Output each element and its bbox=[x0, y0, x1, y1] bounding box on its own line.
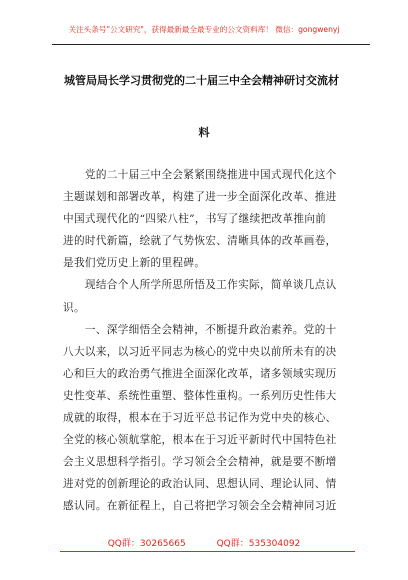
header-divider bbox=[52, 44, 370, 45]
document-body bbox=[63, 164, 363, 518]
body-line: 是我们党历史上新的里程碑。 bbox=[63, 257, 206, 270]
footer-contact bbox=[0, 536, 408, 549]
document-title: 城管局局长学习贯彻党的二十届三中全会精神研讨交流材 bbox=[64, 74, 339, 87]
body-line: 会主义思想科学指引。学习领会全会精神，就是要不断增 bbox=[63, 456, 337, 469]
header-banner: 关注头条号"公文研究"，获得最新最全最专业的公文资料库！ 微信：gongwenyj bbox=[68, 25, 340, 34]
body-line: 主题谋划和部署改革，构建了进一步全面深化改革、推进 bbox=[63, 191, 337, 204]
body-line: 感认同。在新征程上，自己将把学习领会全会精神同习近 bbox=[63, 500, 337, 513]
body-line: 现结合个人所学所思所悟及工作实际，简单谈几点认 bbox=[63, 279, 337, 292]
document-title-continuation: 料 bbox=[198, 126, 210, 139]
body-line: 进的时代新篇，绘就了气势恢宏、清晰具体的改革画卷， bbox=[63, 235, 337, 248]
body-line: 识。 bbox=[63, 301, 85, 314]
footer-qq-group-2: QQ群：535304092 bbox=[216, 539, 301, 549]
footer-divider bbox=[60, 551, 355, 552]
body-line: 全党的核心领航掌舵，根本在于习近平新时代中国特色社 bbox=[63, 434, 337, 447]
body-line: 党的二十届三中全会紧紧围绕推进中国式现代化这个 bbox=[63, 169, 337, 181]
body-line: 八大以来，以习近平同志为核心的党中央以前所未有的决 bbox=[63, 345, 337, 358]
body-line: 史性变革、系统性重塑、整体性重构。一系列历史性伟大 bbox=[63, 389, 337, 402]
body-line: 进对党的创新理论的政治认同、思想认同、理论认同、情 bbox=[63, 478, 337, 491]
body-line: 一、深学细悟全会精神，不断提升政治素养。党的十 bbox=[63, 323, 337, 336]
body-line: 心和巨大的政治勇气推进全面深化改革，诸多领域实现历 bbox=[63, 367, 337, 380]
body-line: 成就的取得，根本在于习近平总书记作为党中央的核心、 bbox=[63, 412, 337, 425]
footer-qq-group-1: QQ群：30265665 bbox=[107, 539, 186, 549]
body-line: 中国式现代化的“四梁八柱”，书写了继续把改革推向前 bbox=[63, 213, 327, 226]
